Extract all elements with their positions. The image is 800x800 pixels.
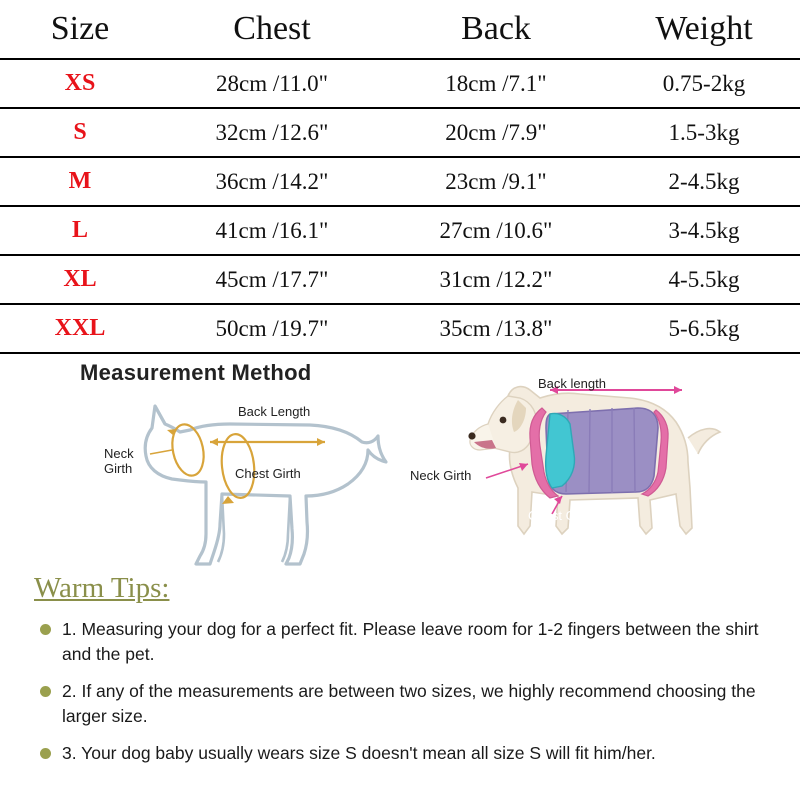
- table-row: [0, 108, 800, 157]
- warm-tips-section: [0, 572, 800, 778]
- left-neck-girth-label-line2: Girth: [104, 461, 133, 476]
- tip-text: 1. Measuring your dog for a perfect fit. Please leave room for 1-2 fingers between the shirt and the pet.: [62, 619, 759, 664]
- cell-weight: 4-5.5kg: [608, 255, 800, 304]
- table-header-row: [0, 0, 800, 59]
- list-item: [34, 741, 770, 766]
- cell-size: L: [0, 206, 160, 255]
- table-row: [0, 255, 800, 304]
- column-header-back: Back: [384, 0, 608, 59]
- cell-size: XXL: [0, 304, 160, 353]
- cell-back: 35cm /13.8": [384, 304, 608, 353]
- bullet-icon: [40, 748, 51, 759]
- cell-weight: 5-6.5kg: [608, 304, 800, 353]
- tip-text: 3. Your dog baby usually wears size S doesn't mean all size S will fit him/her.: [62, 743, 656, 763]
- bullet-icon: [40, 686, 51, 697]
- cell-chest: 28cm /11.0": [160, 59, 384, 108]
- cell-chest: 41cm /16.1": [160, 206, 384, 255]
- cell-weight: 0.75-2kg: [608, 59, 800, 108]
- dog-outline-diagram: [104, 384, 410, 579]
- cell-chest: 36cm /14.2": [160, 157, 384, 206]
- cell-chest: 45cm /17.7": [160, 255, 384, 304]
- left-neck-girth-label-line1: Neck: [104, 446, 134, 461]
- column-header-chest: Chest: [160, 0, 384, 59]
- dog-photo-diagram: [400, 368, 780, 578]
- cell-back: 31cm /12.2": [384, 255, 608, 304]
- cell-weight: 2-4.5kg: [608, 157, 800, 206]
- list-item: [34, 679, 770, 729]
- list-item: [34, 617, 770, 667]
- table-row: [0, 206, 800, 255]
- cell-size: XS: [0, 59, 160, 108]
- warm-tips-title: Warm Tips:: [34, 572, 170, 604]
- cell-chest: 32cm /12.6": [160, 108, 384, 157]
- size-table: [0, 0, 800, 354]
- cell-back: 18cm /7.1": [384, 59, 608, 108]
- cell-size: S: [0, 108, 160, 157]
- cell-size: XL: [0, 255, 160, 304]
- column-header-size: Size: [0, 0, 160, 59]
- left-back-length-label: Back Length: [238, 404, 311, 419]
- table-row: [0, 59, 800, 108]
- right-neck-girth-label: Neck Girth: [410, 468, 472, 483]
- table-row: [0, 157, 800, 206]
- cell-back: 23cm /9.1": [384, 157, 608, 206]
- cell-weight: 3-4.5kg: [608, 206, 800, 255]
- table-row: [0, 304, 800, 353]
- left-chest-girth-label: Chest Girth: [235, 466, 301, 481]
- tip-text: 2. If any of the measurements are between two sizes, we highly recommend choosing the larger size.: [62, 681, 756, 726]
- right-chest-girth-label: Chest Girth: [528, 508, 594, 523]
- column-header-weight: Weight: [608, 0, 800, 59]
- cell-size: M: [0, 157, 160, 206]
- right-back-length-label: Back length: [538, 376, 606, 391]
- bullet-icon: [40, 624, 51, 635]
- measurement-method-section: [0, 354, 800, 579]
- cell-back: 20cm /7.9": [384, 108, 608, 157]
- measurement-method-title: Measurement Method: [80, 360, 312, 385]
- cell-chest: 50cm /19.7": [160, 304, 384, 353]
- cell-weight: 1.5-3kg: [608, 108, 800, 157]
- cell-back: 27cm /10.6": [384, 206, 608, 255]
